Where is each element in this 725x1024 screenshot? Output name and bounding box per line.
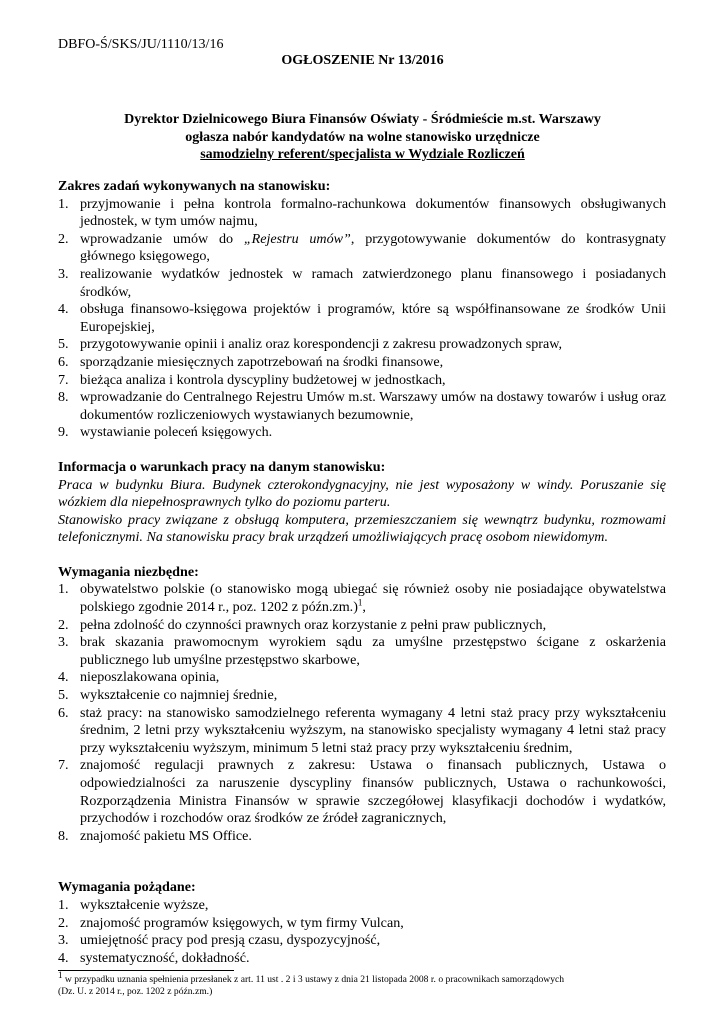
footnote-separator <box>58 970 234 971</box>
list-item: 2. znajomość programów księgowych, w tym firmy Vulcan, <box>58 914 404 931</box>
heading-line-2: ogłasza nabór kandydatów na wolne stanowisko urzędnicze <box>185 129 540 145</box>
footnote-line-2: (Dz. U. z 2014 r., poz. 1202 z późn.zm.) <box>58 986 213 997</box>
tasks-list <box>58 196 666 442</box>
list-item: 3. umiejętność pracy pod presją czasu, dyspozycyjność, <box>58 932 381 949</box>
list-item: 7. znajomość regulacji prawnych z zakresu: Ustawa o finansach publicznych, Ustawa o odpowiedzialności za naruszenie dyscypliny finansów publicznych, Ustawa o rachunkowości, Rozporządzenia Ministra Finansów w sprawie szczegółowej klasyfikacji dochodów i wydatków, przychodów i rozchodów oraz środków ze źródeł zagranicznych, <box>58 757 666 827</box>
document-body <box>58 178 666 967</box>
list-item: 5. przygotowywanie opinii i analiz oraz korespondencji z zakresu prowadzonych spraw, <box>58 336 563 353</box>
list-item: 6. sporządzanie miesięcznych zapotrzebowań na środki finansowe, <box>58 353 444 370</box>
conditions-paragraph-2: Stanowisko pracy związane z obsługą komputera, przemieszczaniem się wewnątrz budynku, rozmowami telefonicznymi. Na stanowisku pracy brak urządzeń umożliwiających pracę osobom niewidomym. <box>58 511 666 546</box>
heading-line-1: Dyrektor Dzielnicowego Biura Finansów Oświaty - Śródmieście m.st. Warszawy <box>124 112 601 127</box>
announcement-title: OGŁOSZENIE Nr 13/2016 <box>281 53 444 68</box>
list-item: 1. wykształcenie wyższe, <box>58 896 209 913</box>
list-item: 3. realizowanie wydatków jednostek w ramach zatwierdzonego planu finansowego i posiadanych środków, <box>58 265 666 300</box>
list-item: 2. pełna zdolność do czynności prawnych oraz korzystanie z pełni praw publicznych, <box>58 616 547 633</box>
footnote-line-1: w przypadku uznania spełnienia przesłanek z art. 11 ust . 2 i 3 ustawy z dnia 21 listopada 2008 r. o pracownikach samorządowych <box>62 974 565 985</box>
list-item: 6. staż pracy: na stanowisko samodzielnego referenta wymagany 4 letni staż pracy przy wykształceniu średnim, 2 letni przy wykształceniu wyższym, na stanowisko specjalisty wymagany 4 letni staż pracy przy wykształceniu wyższym, minimum 5 letni staż pracy przy wykształceniu średnim, <box>58 704 666 756</box>
desired-title: Wymagania pożądane: <box>58 879 196 896</box>
conditions-paragraph-1: Praca w budynku Biura. Budynek czterokondygnacyjny, nie jest wyposażony w windy. Poruszanie się wózkiem dla niepełnosprawnych tylko do poziomu parteru. <box>58 476 666 511</box>
document-reference: DBFO-Ś/SKS/JU/1110/13/16 <box>58 37 224 52</box>
list-item: 4. obsługa finansowo-księgowa projektów i programów, które są współfinansowane ze środków Unii Europejskiej, <box>58 301 666 335</box>
footnote <box>58 969 678 998</box>
list-item: 4. systematyczność, dokładność. <box>58 949 250 966</box>
list-item: 1. obywatelstwo polskie (o stanowisko mogą ubiegać się również osoby nie posiadające obywatelstwa polskiego zgodnie 2014 r., poz. 1202 z późn.zm.)$^1$, <box>58 581 666 616</box>
list-item: 9. wystawianie poleceń księgowych. <box>58 424 273 441</box>
desired-list <box>58 897 666 967</box>
list-item: 5. wykształcenie co najmniej średnie, <box>58 687 278 704</box>
list-item: 8. znajomość pakietu MS Office. <box>58 827 252 844</box>
list-item: 2. wprowadzanie umów do „Rejestru umów”, przygotowywanie dokumentów do kontrasygnaty głównego księgowego, <box>58 230 667 265</box>
required-list <box>58 581 666 845</box>
conditions-title: Informacja o warunkach pracy na danym stanowisku: <box>58 458 386 475</box>
list-item: 7. bieżąca analiza i kontrola dyscypliny budżetowej w jednostkach, <box>58 371 446 388</box>
list-item: 1. przyjmowanie i pełna kontrola formalno-rachunkowa dokumentów finansowych obsługiwanych jednostek, w tym umów najmu, <box>58 195 666 230</box>
document-heading <box>0 111 725 164</box>
heading-line-3: samodzielny referent/specjalista w Wydziale Rozliczeń <box>200 147 525 162</box>
list-item: 8. wprowadzanie do Centralnego Rejestru Umów m.st. Warszawy umów na dostawy towarów i usług oraz dokumentów rozliczeniowych wystawianych bezumownie, <box>58 389 666 423</box>
footnote-mark: 1 <box>58 969 63 980</box>
footnote-ref: 1 <box>357 597 363 608</box>
list-item: 4. nieposzlakowana opinia, <box>58 669 220 686</box>
tasks-title: Zakres zadań wykonywanych na stanowisku: <box>58 178 331 194</box>
list-item: 3. brak skazania prawomocnym wyrokiem sądu za umyślne przestępstwo ścigane z oskarżenia publicznego lub umyślne przestępstwo skarbowe, <box>58 634 666 668</box>
required-title: Wymagania niezbędne: <box>58 563 199 580</box>
